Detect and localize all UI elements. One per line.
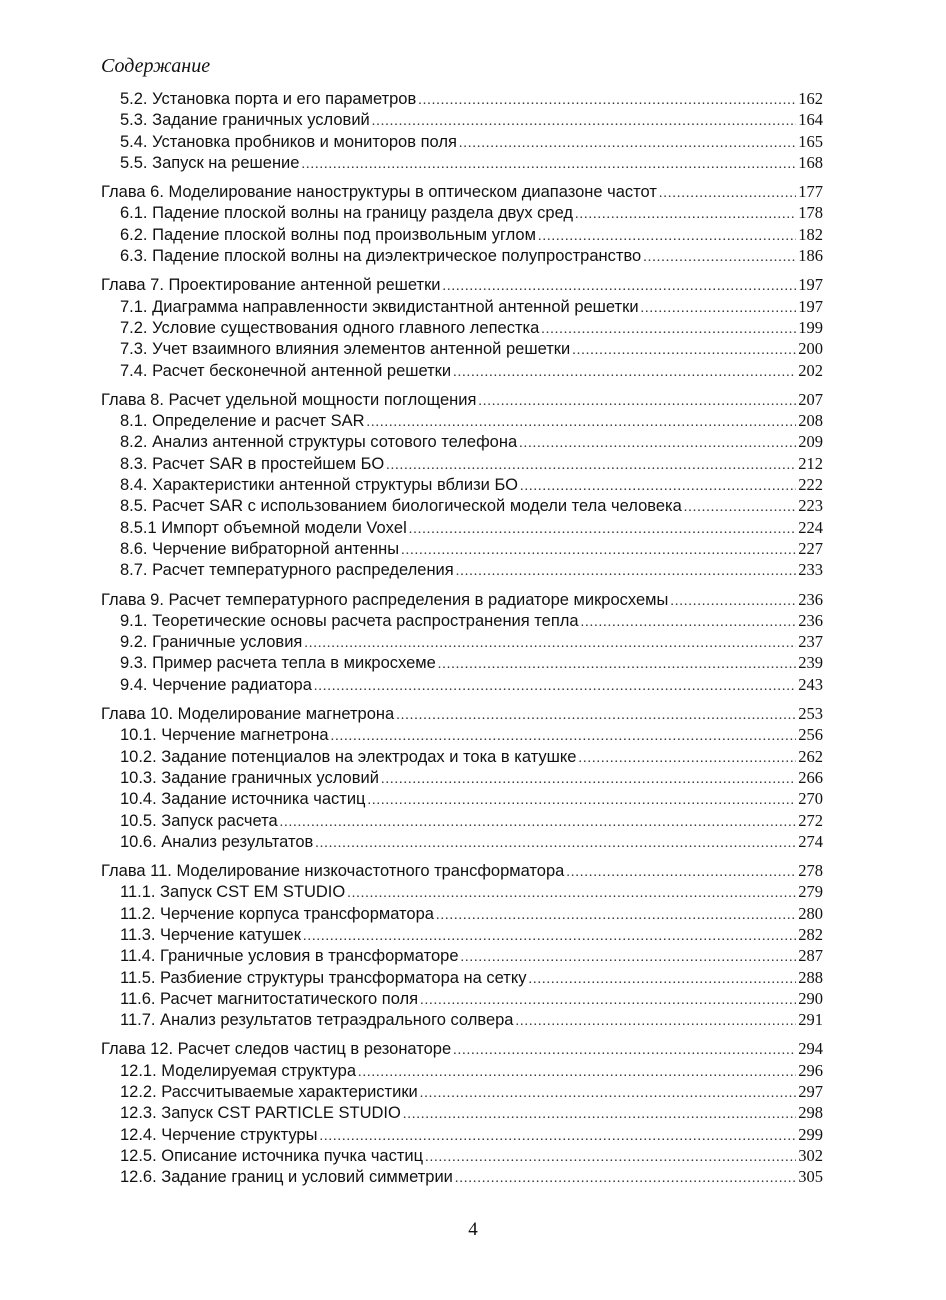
- toc-entry-page: 272: [798, 810, 823, 830]
- toc-entry-title: 10.1. Черчение магнетрона: [120, 726, 329, 745]
- toc-subsection-entry[interactable]: [101, 517, 823, 538]
- toc-entry-title: 6.1. Падение плоской волны на границу раздела двух сред: [120, 204, 574, 223]
- toc-entry-page: 253: [798, 704, 823, 724]
- toc-entry-title: 10.2. Задание потенциалов на электродах и тока в катушке: [120, 747, 577, 766]
- toc-entry-title: 12.4. Черчение структуры: [120, 1125, 318, 1144]
- toc-entry-page: 305: [798, 1167, 823, 1187]
- toc-entry-page: 208: [798, 411, 823, 431]
- toc-subsection-entry[interactable]: [101, 474, 823, 495]
- toc-dot-leader: [459, 133, 796, 152]
- toc-entry-title: 11.2. Черчение корпуса трансформатора: [120, 904, 434, 923]
- toc-dot-leader: [436, 905, 796, 924]
- toc-entry-page: 202: [798, 360, 823, 380]
- toc-dot-leader: [358, 1062, 796, 1081]
- toc-entry-title: 12.5. Описание источника пучка частиц: [120, 1146, 424, 1165]
- toc-dot-leader: [566, 862, 796, 881]
- toc-entry-title: 8.5.1 Импорт объемной модели Voxel: [120, 518, 407, 537]
- toc-entry-page: 256: [798, 725, 823, 745]
- toc-subsection-entry[interactable]: [101, 674, 823, 695]
- toc-dot-leader: [368, 790, 797, 809]
- toc-entry-page: 209: [798, 432, 823, 452]
- toc-subsection-entry[interactable]: [101, 410, 823, 431]
- toc-subsection-entry[interactable]: [101, 788, 823, 809]
- toc-entry-page: 270: [798, 789, 823, 809]
- toc-entry-page: 165: [798, 131, 823, 151]
- toc-subsection-entry[interactable]: [101, 1060, 823, 1081]
- toc-subsection-entry[interactable]: [101, 831, 823, 852]
- toc-entry-title: 7.4. Расчет бесконечной антенной решетки: [120, 361, 452, 380]
- toc-subsection-entry[interactable]: [101, 903, 823, 924]
- toc-dot-leader: [572, 340, 796, 359]
- toc-entry-page: 197: [798, 275, 823, 295]
- toc-entry-page: 262: [798, 746, 823, 766]
- toc-entry-title: 12.1. Моделируемая структура: [120, 1061, 357, 1080]
- toc-dot-leader: [280, 812, 797, 831]
- toc-subsection-entry[interactable]: [101, 109, 823, 130]
- toc-subsection-entry[interactable]: [101, 967, 823, 988]
- toc-dot-leader: [659, 183, 796, 202]
- toc-entry-page: 197: [798, 296, 823, 316]
- toc-dot-leader: [541, 319, 796, 338]
- toc-entry-page: 178: [798, 203, 823, 223]
- toc-entry-title: 7.2. Условие существования одного главного лепестка: [120, 318, 540, 337]
- toc-entry-title: 11.3. Черчение катушек: [120, 925, 301, 944]
- toc-subsection-entry[interactable]: [101, 1166, 823, 1187]
- toc-entry-page: 222: [798, 475, 823, 495]
- toc-entry-title: Глава 10. Моделирование магнетрона: [101, 705, 395, 724]
- toc-subsection-entry[interactable]: [101, 810, 823, 831]
- toc-subsection-entry[interactable]: [101, 767, 823, 788]
- toc-dot-leader: [575, 204, 796, 223]
- toc-entry-page: 164: [798, 110, 823, 130]
- toc-dot-leader: [396, 705, 796, 724]
- toc-entry-page: 186: [798, 246, 823, 266]
- toc-subsection-entry[interactable]: [101, 924, 823, 945]
- toc-entry-title: 7.1. Диаграмма направленности эквидистантной антенной решетки: [120, 297, 639, 316]
- toc-entry-title: 5.3. Задание граничных условий: [120, 111, 370, 130]
- toc-chapter-entry[interactable]: [101, 1038, 823, 1059]
- toc-entry-title: 11.1. Запуск CST EM STUDIO: [120, 883, 346, 902]
- toc-subsection-entry[interactable]: [101, 559, 823, 580]
- toc-entry-page: 239: [798, 653, 823, 673]
- toc-entry-page: 237: [798, 632, 823, 652]
- toc-dot-leader: [315, 833, 796, 852]
- toc-entry-title: 10.6. Анализ результатов: [120, 832, 314, 851]
- toc-subsection-entry[interactable]: [101, 317, 823, 338]
- toc-entry-title: 8.5. Расчет SAR с использованием биологической модели тела человека: [120, 497, 682, 516]
- toc-chapter-entry[interactable]: [101, 589, 823, 610]
- toc-subsection-entry[interactable]: [101, 202, 823, 223]
- toc-entry-title: 5.4. Установка пробников и мониторов поля: [120, 132, 457, 151]
- toc-dot-leader: [641, 298, 797, 317]
- toc-entry-page: 233: [798, 560, 823, 580]
- toc-subsection-entry[interactable]: [101, 724, 823, 745]
- toc-entry-page: 199: [798, 317, 823, 337]
- toc-dot-leader: [453, 362, 796, 381]
- toc-dot-leader: [529, 969, 797, 988]
- toc-entry-title: Глава 8. Расчет удельной мощности поглощения: [101, 390, 477, 409]
- toc-dot-leader: [301, 154, 796, 173]
- toc-subsection-entry[interactable]: [101, 431, 823, 452]
- toc-entry-page: 227: [798, 538, 823, 558]
- toc-subsection-entry[interactable]: [101, 538, 823, 559]
- toc-entry-title: 6.2. Падение плоской волны под произвольным углом: [120, 225, 536, 244]
- toc-subsection-entry[interactable]: [101, 296, 823, 317]
- toc-subsection-entry[interactable]: [101, 245, 823, 266]
- toc-dot-leader: [438, 654, 796, 673]
- toc-entry-page: 280: [798, 903, 823, 923]
- toc-entry-title: 12.2. Рассчитываемые характеристики: [120, 1083, 418, 1102]
- toc-section: [101, 703, 823, 852]
- toc-entry-page: 291: [798, 1010, 823, 1030]
- toc-entry-page: 207: [798, 389, 823, 409]
- toc-entry-title: 8.2. Анализ антенной структуры сотового телефона: [120, 433, 518, 452]
- toc-dot-leader: [420, 1083, 796, 1102]
- toc-subsection-entry[interactable]: [101, 1102, 823, 1123]
- toc-entry-page: 298: [798, 1103, 823, 1123]
- toc-entry-page: 297: [798, 1082, 823, 1102]
- toc-subsection-entry[interactable]: [101, 360, 823, 381]
- toc-entry-page: 200: [798, 339, 823, 359]
- toc-entry-title: 5.5. Запуск на решение: [120, 153, 300, 172]
- toc-entry-title: 6.3. Падение плоской волны на диэлектрическое полупространство: [120, 247, 642, 266]
- toc-subsection-entry[interactable]: [101, 453, 823, 474]
- toc-subsection-entry[interactable]: [101, 652, 823, 673]
- toc-subsection-entry[interactable]: [101, 988, 823, 1009]
- toc-dot-leader: [319, 1126, 796, 1145]
- toc-dot-leader: [461, 947, 797, 966]
- toc-entry-page: 299: [798, 1124, 823, 1144]
- toc-entry-page: 162: [798, 89, 823, 108]
- toc-dot-leader: [643, 247, 796, 266]
- toc-dot-leader: [520, 476, 796, 495]
- toc-entry-page: 266: [798, 767, 823, 787]
- toc-dot-leader: [303, 926, 796, 945]
- toc-entry-title: 10.5. Запуск расчета: [120, 811, 278, 830]
- toc-entry-title: 8.1. Определение и расчет SAR: [120, 412, 365, 431]
- toc-dot-leader: [478, 391, 796, 410]
- toc-entry-title: 10.3. Задание граничных условий: [120, 768, 379, 787]
- toc-entry-page: 279: [798, 882, 823, 902]
- toc-dot-leader: [684, 497, 796, 516]
- toc-entry-title: 11.4. Граничные условия в трансформаторе: [120, 947, 459, 966]
- toc-entry-page: 182: [798, 224, 823, 244]
- toc-entry-title: Глава 9. Расчет температурного распределения в радиаторе микросхемы: [101, 590, 669, 609]
- toc-dot-leader: [403, 1104, 796, 1123]
- toc-dot-leader: [420, 990, 796, 1009]
- toc-entry-title: Глава 6. Моделирование наноструктуры в оптическом диапазоне частот: [101, 183, 657, 202]
- toc-dot-leader: [425, 1147, 796, 1166]
- toc-subsection-entry[interactable]: [101, 1124, 823, 1145]
- toc-section: [101, 274, 823, 380]
- toc-subsection-entry[interactable]: [101, 1009, 823, 1030]
- toc-subsection-entry[interactable]: [101, 88, 823, 109]
- toc-subsection-entry[interactable]: [101, 746, 823, 767]
- toc-subsection-entry[interactable]: [101, 610, 823, 631]
- toc-entry-title: Глава 12. Расчет следов частиц в резонаторе: [101, 1040, 452, 1059]
- toc-subsection-entry[interactable]: [101, 224, 823, 245]
- toc-dot-leader: [453, 1040, 796, 1059]
- toc-entry-title: 9.1. Теоретические основы расчета распространения тепла: [120, 611, 579, 630]
- table-of-contents: [101, 88, 823, 1196]
- toc-subsection-entry[interactable]: [101, 1081, 823, 1102]
- toc-dot-leader: [456, 561, 797, 580]
- toc-chapter-entry[interactable]: [101, 703, 823, 724]
- toc-entry-page: 288: [798, 967, 823, 987]
- toc-entry-page: 274: [798, 831, 823, 851]
- toc-entry-page: 278: [798, 861, 823, 881]
- toc-entry-title: 12.3. Запуск CST PARTICLE STUDIO: [120, 1104, 401, 1123]
- toc-entry-page: 168: [798, 152, 823, 172]
- toc-section: [101, 589, 823, 695]
- toc-entry-title: 9.3. Пример расчета тепла в микросхеме: [120, 654, 436, 673]
- toc-subsection-entry[interactable]: [101, 881, 823, 902]
- page-number: 4: [468, 1219, 478, 1240]
- toc-subsection-entry[interactable]: [101, 1145, 823, 1166]
- toc-subsection-entry[interactable]: [101, 495, 823, 516]
- toc-entry-page: 296: [798, 1060, 823, 1080]
- toc-dot-leader: [367, 412, 797, 431]
- toc-subsection-entry[interactable]: [101, 338, 823, 359]
- toc-entry-page: 243: [798, 674, 823, 694]
- toc-entry-title: 11.6. Расчет магнитостатического поля: [120, 989, 419, 1008]
- toc-entry-title: 12.6. Задание границ и условий симметрии: [120, 1168, 453, 1187]
- toc-dot-leader: [516, 1011, 797, 1030]
- toc-dot-leader: [519, 433, 796, 452]
- page-header: Содержание: [101, 55, 211, 77]
- toc-dot-leader: [443, 276, 797, 295]
- toc-entry-page: 177: [798, 182, 823, 202]
- toc-chapter-entry[interactable]: [101, 860, 823, 881]
- toc-dot-leader: [304, 633, 796, 652]
- toc-entry-title: 7.3. Учет взаимного влияния элементов антенной решетки: [120, 340, 571, 359]
- toc-subsection-entry[interactable]: [101, 945, 823, 966]
- toc-dot-leader: [455, 1168, 796, 1187]
- toc-entry-title: Глава 11. Моделирование низкочастотного трансформатора: [101, 862, 565, 881]
- toc-entry-page: 212: [798, 453, 823, 473]
- toc-subsection-entry[interactable]: [101, 131, 823, 152]
- toc-chapter-entry[interactable]: [101, 389, 823, 410]
- toc-dot-leader: [331, 726, 797, 745]
- toc-entry-title: 9.2. Граничные условия: [120, 633, 303, 652]
- toc-entry-title: Глава 7. Проектирование антенной решетки: [101, 276, 441, 295]
- toc-entry-title: 8.6. Черчение вибраторной антенны: [120, 539, 400, 558]
- toc-dot-leader: [347, 883, 796, 902]
- toc-subsection-entry[interactable]: [101, 152, 823, 173]
- toc-dot-leader: [538, 226, 796, 245]
- toc-section: [101, 88, 823, 173]
- toc-section: [101, 1038, 823, 1187]
- toc-entry-page: 290: [798, 988, 823, 1008]
- toc-entry-page: 302: [798, 1145, 823, 1165]
- toc-dot-leader: [386, 455, 796, 474]
- toc-entry-title: 11.7. Анализ результатов тетраэдрального солвера: [120, 1011, 514, 1030]
- toc-entry-page: 287: [798, 946, 823, 966]
- toc-chapter-entry[interactable]: [101, 274, 823, 295]
- toc-entry-page: 282: [798, 924, 823, 944]
- toc-entry-title: 8.4. Характеристики антенной структуры вблизи БО: [120, 476, 518, 495]
- toc-dot-leader: [401, 540, 796, 559]
- toc-dot-leader: [409, 519, 796, 538]
- toc-entry-title: 8.3. Расчет SAR в простейшем БО: [120, 454, 385, 473]
- toc-dot-leader: [381, 769, 796, 788]
- toc-entry-page: 224: [798, 517, 823, 537]
- toc-entry-page: 223: [798, 496, 823, 516]
- toc-subsection-entry[interactable]: [101, 631, 823, 652]
- toc-entry-title: 10.4. Задание источника частиц: [120, 790, 366, 809]
- toc-dot-leader: [670, 591, 796, 610]
- toc-section: [101, 181, 823, 266]
- toc-chapter-entry[interactable]: [101, 181, 823, 202]
- toc-dot-leader: [418, 90, 796, 109]
- toc-entry-title: 9.4. Черчение радиатора: [120, 675, 312, 694]
- toc-section: [101, 389, 823, 581]
- toc-section: [101, 860, 823, 1030]
- toc-entry-page: 236: [798, 610, 823, 630]
- toc-entry-title: 11.5. Разбиение структуры трансформатора на сетку: [120, 968, 527, 987]
- toc-entry-page: 236: [798, 589, 823, 609]
- toc-entry-page: 294: [798, 1039, 823, 1059]
- toc-entry-title: 5.2. Установка порта и его параметров: [120, 90, 417, 108]
- toc-dot-leader: [372, 111, 797, 130]
- toc-dot-leader: [314, 676, 796, 695]
- toc-entry-title: 8.7. Расчет температурного распределения: [120, 561, 454, 580]
- toc-dot-leader: [581, 612, 797, 631]
- toc-dot-leader: [578, 748, 796, 767]
